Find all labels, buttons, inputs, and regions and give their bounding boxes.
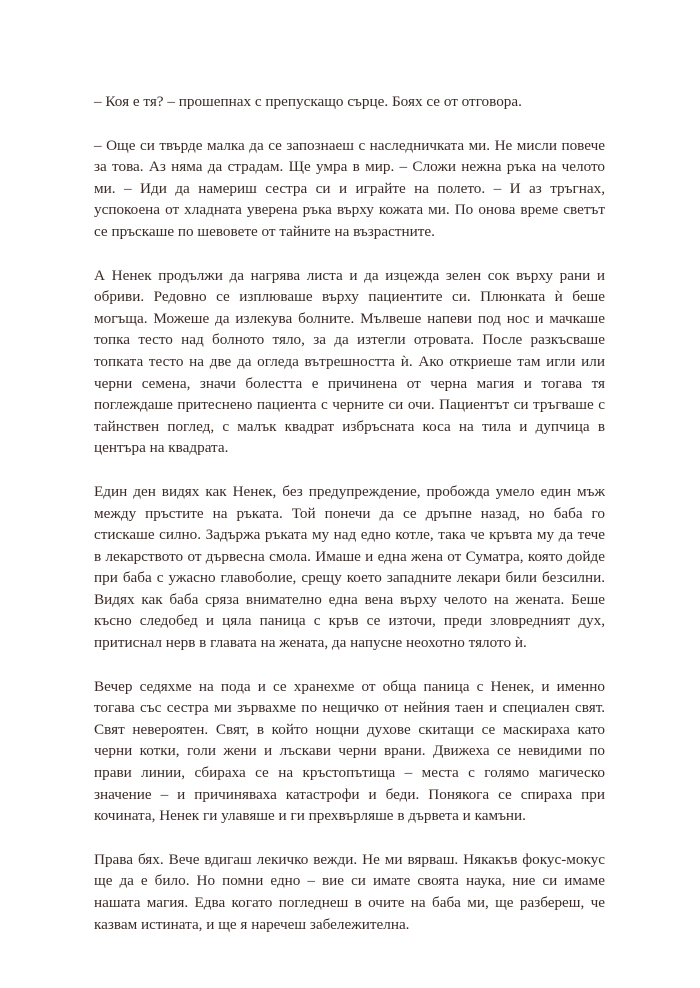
paragraph-6: Права бях. Вече вдигаш лекичко вежди. Не ми вярваш. Някакъв фокус-мокус ще да е било. Но помни едно – вие си имате своята наука, ние си имаме нашата магия. Едва когато погледнеш в очите на баба ми, ще разбереш, че казвам истината, и ще я наречеш забележителна. xyxy=(94,850,605,933)
paragraph-1: – Коя е тя? – прошепнах с препускащо сърце. Боях се от отговора. xyxy=(94,93,522,110)
text-column xyxy=(94,91,605,957)
paragraph-3: А Ненек продължи да нагрява листа и да изцежда зелен сок върху рани и обриви. Редовно се изплюваше върху пациентите си. Плюнката ѝ беше могъща. Можеше да излекува болните. Мълвеше напеви под нос и мачкаше топка тесто над болното тяло, за да изтегли отровата. После разкъсваше топката тесто на две да огледа вътрешността ѝ. Ако откриеше там игли или черни семена, значи болестта е причинена от черна магия и тогава тя поглеждаше притеснено пациента с черните си очи. Пациентът си тръгваше с тайнствен поглед, с малък квадрат избръсната коса на тила и дупчица в центъра на квадрата. xyxy=(94,266,605,457)
paragraph-5: Вечер седяхме на пода и се хранехме от обща паница с Ненек, и именно тогава със сестра ми зървахме по нещичко от нейния таен и специален свят. Свят невероятен. Свят, в който нощни духове скитащи се маскираха като черни котки, голи жени и лъскави черни врани. Движеха се невидими по прави линии, сбираха се на кръстопътища – места с голямо магическо значение – и причиняваха катастрофи и беди. Понякога се спираха при кочината, Ненек ги улавяше и ги прехвърляше в дървета и камъни. xyxy=(94,677,605,825)
paragraph-4: Един ден видях как Ненек, без предупреждение, пробожда умело един мъж между пръстите на ръката. Той понечи да се дръпне назад, но баба го стискаше силно. Задържа ръката му над едно котле, така че кръвта му да тече в лекарството от дървесна смола. Имаше и една жена от Суматра, която дойде при баба с ужасно главоболие, срещу което западните лекари били безсилни. Видях как баба сряза внимателно една вена върху челото на жената. Беше късно следобед и цяла паница с кръв се източи, преди зловредният дух, притиснал нерв в главата на жената, да напусне неохотно тялото ѝ. xyxy=(94,482,605,652)
paragraph-2: – Още си твърде малка да се запознаеш с наследничката ми. Не мисли повече за това. Аз няма да страдам. Ще умра в мир. – Сложи нежна ръка на челото ми. – Иди да намериш сестра си и играйте на полето. – И аз тръгнах, успокоена от хладната уверена ръка върху кожата ми. По онова време светът се пръскаше по шевовете от тайните на възрастните. xyxy=(94,136,605,240)
